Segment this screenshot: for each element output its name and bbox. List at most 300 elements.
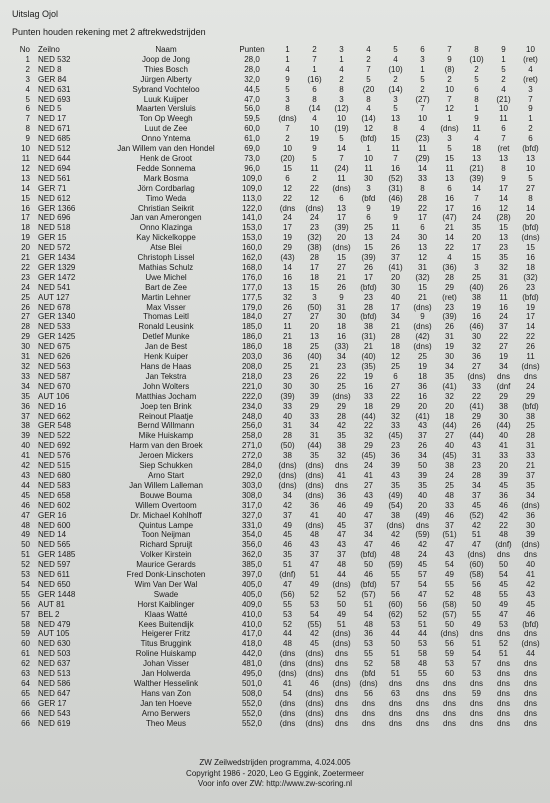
cell-rank: 36	[21, 401, 30, 411]
cell-rank: 46	[21, 500, 30, 510]
cell-race-1: 24	[283, 213, 292, 223]
cell-race-10: 45	[526, 599, 535, 609]
cell-points: 177,0	[241, 282, 263, 292]
cell-race-3: (33)	[334, 342, 349, 352]
cell-race-6: 33	[418, 173, 427, 183]
cell-points: 28,0	[244, 64, 260, 74]
col-header-race-2: 2	[312, 45, 317, 54]
cell-race-3: 9	[339, 292, 344, 302]
cell-race-8: 38	[472, 292, 481, 302]
cell-rank: 23	[21, 272, 30, 282]
cell-race-7: 24	[445, 470, 454, 480]
table-row	[8, 679, 544, 689]
cell-race-8: 32	[472, 342, 481, 352]
cell-name: Jan Willem van den Hondel	[117, 144, 215, 154]
cell-race-1: 51	[283, 560, 292, 570]
table-row	[8, 659, 544, 669]
cell-race-7: 50	[445, 619, 454, 629]
cell-race-10: 39	[526, 530, 535, 540]
table-row	[8, 362, 544, 372]
table-row	[8, 233, 544, 243]
cell-race-7: 43	[445, 550, 454, 560]
cell-race-3: 52	[337, 589, 346, 599]
table-row	[8, 560, 544, 570]
col-header-race-8: 8	[474, 45, 479, 54]
cell-sail-number: AUT 106	[38, 391, 70, 401]
cell-race-8: 51	[472, 530, 481, 540]
cell-rank: 29	[21, 332, 30, 342]
cell-race-7: 20	[445, 401, 454, 411]
cell-name: Walther Hesselink	[133, 679, 199, 688]
cell-race-1: 25	[283, 362, 292, 371]
cell-race-9: 9	[501, 173, 506, 183]
cell-race-1: 55	[283, 599, 292, 609]
cell-race-6: 55	[418, 669, 427, 679]
cell-race-2: (40)	[307, 352, 322, 362]
cell-race-8: 22	[472, 391, 481, 401]
cell-race-6: dns	[416, 698, 429, 708]
cell-race-10: 27	[526, 183, 535, 193]
cell-race-9: dns	[497, 688, 510, 698]
cell-sail-number: NED 543	[38, 708, 71, 718]
cell-race-3: 49	[337, 609, 346, 619]
cell-race-5: 50	[391, 639, 400, 649]
cell-race-10: 36	[526, 510, 535, 520]
cell-name: Mathias Schulz	[138, 262, 194, 272]
cell-race-9: dns	[497, 659, 510, 669]
cell-race-4: 9	[366, 203, 371, 213]
cell-rank: 54	[21, 579, 30, 589]
cell-race-1: 18	[283, 342, 292, 352]
cell-name: Henk de Groot	[139, 153, 193, 163]
cell-sail-number: GER 1340	[38, 312, 76, 322]
cell-race-5: 28	[391, 332, 400, 342]
cell-race-5: dns	[389, 708, 402, 718]
cell-sail-number: NED 518	[38, 223, 71, 233]
cell-race-9: 24	[499, 312, 508, 322]
cell-race-5: 15	[391, 134, 400, 144]
cell-points: 109,0	[241, 183, 263, 193]
cell-points: 61,0	[244, 134, 260, 144]
cell-race-5: 16	[391, 163, 400, 173]
cell-race-2: 28	[310, 253, 319, 263]
cell-name: Ton Op Weegh	[139, 114, 193, 124]
cell-name: Jeroen Mickers	[138, 451, 194, 461]
cell-race-5: 21	[391, 322, 400, 332]
table-row	[8, 144, 544, 154]
cell-race-1: 32	[283, 292, 292, 302]
cell-race-2: (dns)	[305, 461, 324, 471]
cell-points: 222,0	[241, 391, 263, 401]
cell-race-9: 40	[499, 431, 508, 441]
cell-race-7: (58)	[442, 599, 457, 609]
cell-race-4: 13	[364, 233, 373, 243]
cell-race-6: 25	[418, 352, 427, 362]
table-row	[8, 689, 544, 699]
cell-race-7: (57)	[442, 609, 457, 619]
cell-sail-number: NED 515	[38, 461, 71, 471]
cell-rank: 39	[21, 431, 30, 441]
cell-race-8: 45	[472, 500, 481, 510]
cell-name: Titus Bruggink	[140, 639, 192, 649]
cell-sail-number: NED 8	[38, 64, 62, 74]
cell-race-8: 50	[472, 599, 481, 609]
cell-race-10: (bfd)	[522, 223, 539, 233]
cell-sail-number: GER 1472	[38, 272, 76, 282]
cell-race-4: (bfd	[361, 193, 376, 203]
cell-race-8: (46)	[469, 322, 484, 332]
cell-race-3: dns	[335, 708, 348, 718]
cell-name: Jörn Cordbarlag	[137, 183, 195, 193]
cell-race-1: 21	[283, 332, 292, 342]
cell-race-4: 54	[364, 609, 373, 619]
cell-race-8: 29	[472, 411, 481, 421]
cell-race-10: (32)	[523, 272, 538, 282]
cell-name: Jan van Amerongen	[130, 213, 202, 223]
cell-points: 481,0	[241, 659, 263, 669]
cell-points: 327,0	[241, 510, 263, 520]
cell-race-2: 47	[310, 560, 319, 570]
cell-race-7: 29	[445, 282, 454, 292]
cell-sail-number: NED 561	[38, 173, 71, 183]
cell-race-10: (bfd)	[522, 401, 539, 411]
cell-race-9: 38	[499, 401, 508, 411]
cell-race-3: dns	[335, 698, 348, 708]
table-row	[8, 154, 544, 164]
cell-race-9: 22	[499, 520, 508, 530]
cell-name: Jürgen Alberty	[140, 74, 192, 84]
cell-race-1: (dns)	[278, 114, 297, 124]
cell-rank: 35	[21, 391, 30, 401]
cell-name: Mike Huiskamp	[138, 431, 194, 441]
cell-race-9: 12	[499, 203, 508, 213]
cell-points: 405,0	[241, 579, 263, 589]
cell-race-3: 38	[337, 441, 346, 451]
cell-race-4: 27	[364, 480, 373, 490]
cell-race-4: 16	[364, 381, 373, 391]
cell-name: Klaas Watté	[144, 609, 188, 619]
cell-race-5: 38	[391, 510, 400, 520]
table-row	[8, 114, 544, 124]
col-header-race-9: 9	[501, 45, 506, 54]
cell-race-2: (dns)	[305, 649, 324, 659]
cell-race-8: dns	[470, 629, 483, 639]
table-row	[8, 580, 544, 590]
cell-race-9: 19	[499, 352, 508, 362]
cell-points: 354,0	[241, 530, 263, 540]
cell-race-9: 22	[499, 332, 508, 342]
table-row	[8, 223, 544, 233]
cell-race-4: (bfd)	[360, 550, 377, 560]
table-row	[8, 104, 544, 114]
cell-race-8: 36	[472, 352, 481, 362]
cell-name: Siep Schukken	[139, 461, 193, 471]
cell-race-3: 42	[337, 421, 346, 431]
cell-race-1: 14	[283, 262, 292, 272]
cell-points: 409,0	[241, 599, 263, 609]
cell-race-9: 23	[499, 243, 508, 253]
cell-race-1: 36	[283, 352, 292, 362]
cell-race-2: (dns)	[305, 203, 324, 213]
cell-points: 185,0	[241, 322, 263, 332]
cell-race-8: 7	[474, 193, 479, 203]
cell-race-6: 31	[418, 262, 427, 272]
cell-race-5: (14)	[388, 84, 403, 94]
cell-race-9: 48	[499, 530, 508, 540]
cell-race-3: 10	[337, 114, 346, 124]
cell-race-2: 27	[310, 312, 319, 322]
cell-race-9: 20	[499, 461, 508, 471]
cell-race-7: dns	[443, 679, 456, 688]
cell-name: Mark Bosma	[143, 173, 189, 183]
cell-race-7: 35	[445, 371, 454, 381]
cell-race-8: 23	[472, 461, 481, 471]
cell-race-2: 15	[310, 282, 319, 292]
cell-rank: 42	[21, 461, 30, 471]
cell-race-1: 15	[283, 163, 292, 173]
cell-race-8: 42	[472, 520, 481, 530]
cell-race-10: 46	[526, 609, 535, 619]
cell-name: Jan de Best	[144, 342, 188, 352]
cell-race-10: (ret)	[523, 54, 538, 64]
cell-race-4: dns	[362, 698, 375, 708]
table-row	[8, 263, 544, 273]
cell-race-4: (44)	[361, 411, 376, 421]
cell-race-10: 26	[526, 342, 535, 352]
cell-race-2: 12	[310, 193, 319, 203]
cell-race-6: (41)	[415, 411, 430, 421]
cell-name: Hans van Zon	[141, 688, 191, 698]
cell-race-7: 27	[445, 431, 454, 441]
cell-sail-number: NED 583	[38, 480, 71, 490]
table-row	[8, 530, 544, 540]
cell-race-10: 11	[526, 352, 535, 362]
cell-race-4: 34	[364, 530, 373, 540]
cell-race-8: 2	[474, 64, 479, 74]
cell-sail-number: NED 563	[38, 362, 71, 371]
cell-race-3: (39)	[334, 223, 349, 233]
cell-race-7: (8)	[444, 64, 455, 74]
cell-race-7: 19	[445, 342, 454, 352]
cell-name: Martin Lehner	[141, 292, 191, 302]
cell-race-8: 34	[472, 480, 481, 490]
cell-race-9: 5	[501, 64, 506, 74]
cell-race-4: 11	[364, 163, 373, 173]
cell-points: 208,0	[241, 362, 263, 371]
cell-race-10: 29	[526, 391, 535, 401]
cell-rank: 58	[21, 619, 30, 629]
cell-points: 385,0	[241, 560, 263, 570]
cell-race-7: 30	[445, 352, 454, 362]
cell-race-10: 28	[526, 431, 535, 441]
cell-sail-number: GER 16	[38, 510, 67, 520]
cell-race-9: 54	[499, 570, 508, 580]
cell-race-6: 8	[420, 183, 425, 193]
cell-race-2: 53	[310, 599, 319, 609]
cell-race-8: 8	[474, 94, 479, 104]
cell-race-1: 35	[283, 550, 292, 560]
cell-race-6: 53	[418, 639, 427, 649]
cell-race-7: 48	[445, 490, 454, 500]
cell-race-3: (dns)	[332, 629, 351, 639]
cell-sail-number: NED 630	[38, 639, 71, 649]
cell-race-4: 46	[364, 570, 373, 580]
header-row	[8, 45, 544, 55]
cell-race-10: (dns)	[521, 500, 540, 510]
cell-race-5: 8	[393, 124, 398, 134]
cell-race-6: 45	[418, 560, 427, 570]
cell-points: 73,0	[244, 153, 260, 163]
col-header-sail: Zeilno	[38, 45, 60, 54]
cell-points: 162,0	[241, 253, 263, 263]
cell-race-7: (47)	[442, 213, 457, 223]
cell-race-7: 2	[447, 74, 452, 84]
cell-race-2: (50)	[307, 302, 322, 312]
cell-name: Dr. Michael Kohlhoff	[130, 510, 202, 520]
cell-race-7: 17	[445, 203, 454, 213]
cell-name: Swade	[153, 589, 179, 599]
cell-race-9: 32	[499, 262, 508, 272]
cell-race-5: (45)	[388, 431, 403, 441]
cell-race-7: 13	[445, 173, 454, 183]
cell-race-8: 18	[472, 144, 481, 154]
cell-name: Jan Tekstra	[145, 371, 187, 381]
cell-race-10: 1	[528, 114, 533, 124]
cell-race-8: 51	[472, 639, 481, 649]
cell-race-7: (ret)	[442, 292, 457, 302]
table-row	[8, 550, 544, 560]
cell-points: 418,0	[241, 639, 263, 649]
cell-sail-number: NED 513	[38, 669, 71, 679]
cell-points: 218,0	[241, 371, 263, 381]
cell-race-10: 2	[528, 124, 533, 134]
cell-name: Kees Buitendijk	[138, 619, 194, 629]
cell-race-5: 53	[391, 619, 400, 629]
cell-race-4: 50	[364, 560, 373, 570]
cell-race-6: 1	[420, 64, 425, 74]
cell-race-9: 29	[499, 391, 508, 401]
cell-race-10: 19	[526, 302, 535, 312]
cell-race-5: (49)	[388, 490, 403, 500]
cell-race-3: 32	[337, 451, 346, 461]
cell-rank: 32	[21, 362, 30, 371]
cell-points: 113,0	[242, 193, 262, 203]
cell-name: Joep ten Brink	[140, 401, 192, 411]
cell-rank: 18	[21, 223, 30, 233]
cell-race-6: 48	[418, 659, 427, 669]
cell-race-2: 54	[310, 609, 319, 619]
cell-race-10: (dns)	[521, 540, 540, 550]
cell-rank: 1	[25, 54, 30, 64]
cell-race-4: 1	[366, 144, 371, 154]
cell-race-6: 20	[418, 500, 427, 510]
cell-race-10: dns	[524, 718, 537, 728]
cell-rank: 44	[21, 480, 30, 490]
cell-race-9: (dnf)	[495, 540, 512, 550]
cell-race-10: dns	[524, 629, 537, 639]
table-row	[8, 85, 544, 95]
cell-name: Arno Berwers	[141, 708, 191, 718]
cell-rank: 2	[25, 64, 30, 74]
cell-race-10: 43	[526, 589, 535, 599]
cell-name: Harm van den Broek	[129, 441, 203, 451]
table-row	[8, 501, 544, 511]
cell-race-1: 46	[283, 540, 292, 550]
cell-race-10: dns	[524, 550, 537, 560]
cell-sail-number: NED 650	[38, 579, 71, 589]
cell-rank: 37	[21, 411, 30, 421]
cell-race-9: 50	[499, 560, 508, 570]
table-row	[8, 431, 544, 441]
cell-rank: 48	[21, 520, 30, 530]
cell-race-7: 23	[445, 302, 454, 312]
cell-race-5: 13	[391, 114, 400, 124]
cell-points: 508,0	[241, 688, 263, 698]
cell-points: 122,0	[241, 203, 263, 213]
cell-race-8: (dns)	[467, 550, 486, 560]
cell-race-5: 46	[391, 540, 400, 550]
cell-race-8: dns	[470, 718, 483, 728]
cell-rank: 43	[21, 470, 30, 480]
cell-race-3: 17	[337, 213, 346, 223]
cell-race-1: 27	[283, 312, 292, 322]
cell-race-5: 3	[393, 94, 398, 104]
table-row	[8, 303, 544, 313]
cell-race-10: 4	[528, 64, 533, 74]
cell-race-1: 2	[285, 134, 290, 144]
cell-race-1: (50)	[280, 441, 295, 451]
cell-race-10: 5	[528, 173, 533, 183]
cell-race-8: 20	[472, 233, 481, 243]
cell-race-2: 48	[310, 530, 319, 540]
cell-race-1: (dnf)	[279, 570, 296, 580]
cell-race-2: 34	[310, 421, 319, 431]
cell-race-3: 25	[337, 381, 346, 391]
cell-race-3: 20	[337, 233, 346, 243]
table-row	[8, 471, 544, 481]
cell-race-4: 38	[364, 322, 373, 332]
cell-race-2: 4	[312, 114, 317, 124]
cell-race-6: 5	[420, 74, 425, 84]
cell-rank: 27	[21, 312, 30, 322]
table-row	[8, 95, 544, 105]
cell-points: 221,0	[241, 381, 263, 391]
cell-race-8: 27	[472, 362, 481, 371]
table-row	[8, 600, 544, 610]
cell-race-6: 6	[420, 223, 425, 233]
cell-rank: 9	[25, 134, 30, 144]
cell-race-1: 9	[285, 74, 290, 84]
cell-race-1: 8	[285, 104, 290, 114]
cell-sail-number: GER 1329	[38, 262, 76, 272]
cell-points: 256,0	[241, 421, 263, 431]
cell-race-2: (32)	[307, 233, 322, 243]
col-header-race-7: 7	[447, 45, 452, 54]
cell-points: 552,0	[241, 698, 263, 708]
cell-name: Luut de Zee	[144, 124, 188, 134]
cell-race-2: 33	[310, 411, 319, 421]
cell-sail-number: NED 532	[38, 54, 71, 64]
cell-race-3: 40	[337, 510, 346, 520]
cell-race-8: 13	[472, 153, 481, 163]
table-row	[8, 134, 544, 144]
cell-rank: 56	[21, 599, 30, 609]
cell-sail-number: GER 548	[38, 421, 71, 431]
cell-race-7: 12	[445, 104, 454, 114]
cell-race-1: 23	[283, 371, 292, 381]
cell-race-8: 16	[472, 312, 481, 322]
cell-race-7: 53	[445, 659, 454, 669]
